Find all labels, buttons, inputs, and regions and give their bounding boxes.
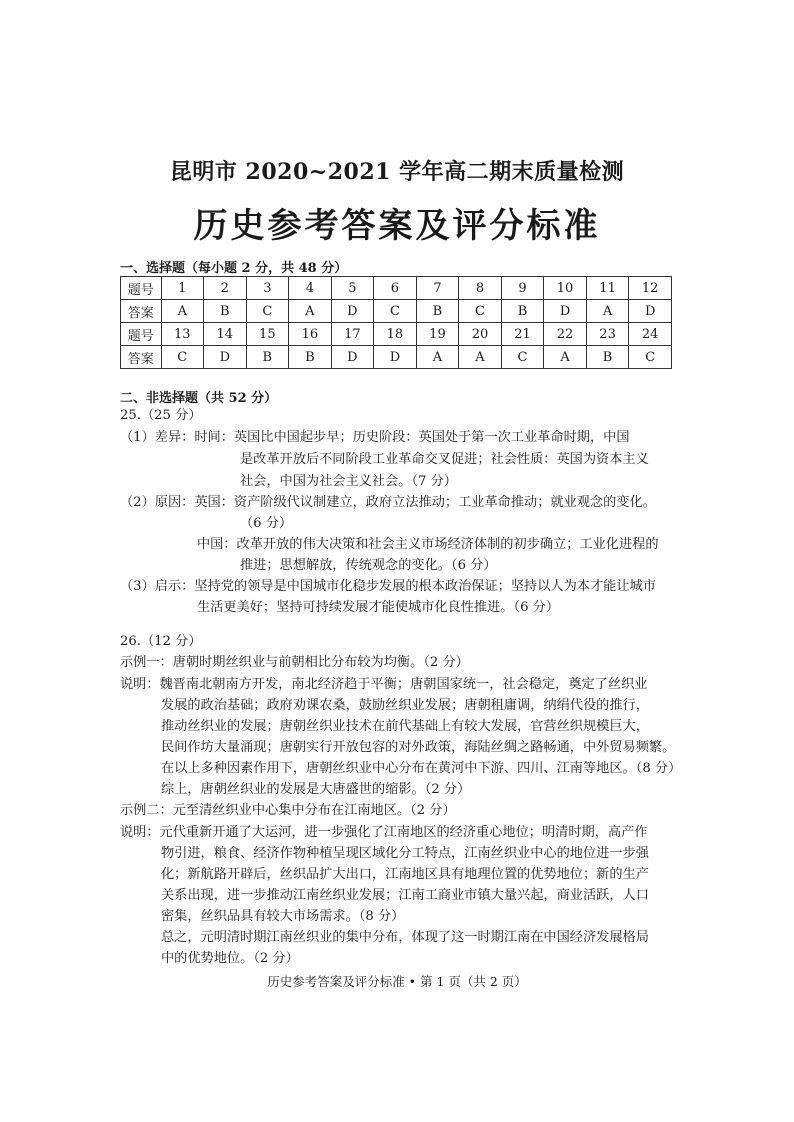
table-cell: D <box>374 346 417 369</box>
q26-line: 在以上多种因素作用下，唐朝丝织业中心分布在黄河中下游、四川、江南等地区。（8 分） <box>161 761 682 776</box>
q26-line: 说明：魏晋南北朝南方开发，南北经济趋于平衡；唐朝国家统一，社会稳定，奠定了丝织业 <box>120 677 648 692</box>
table-cell: 15 <box>246 323 289 346</box>
q26-line: 中的优势地位。（2 分） <box>161 951 299 966</box>
table-cell: A <box>161 300 204 323</box>
q25-line: 是改革开放后不同阶段工业革命交叉促进；社会性质：英国为资本主义 <box>240 452 649 467</box>
q26-line: 化；新航路开辟后，丝织品扩大出口，江南地区具有地理位置的优势地位；新的生产 <box>161 867 649 882</box>
table-cell: C <box>629 346 672 369</box>
table-cell: B <box>246 346 289 369</box>
table-cell: 16 <box>289 323 332 346</box>
section1-heading: 一、选择题（每小题 2 分，共 48 分） <box>120 261 348 276</box>
q26-label: 26.（12 分） <box>120 634 202 649</box>
q26-line: 物引进，粮食、经济作物种植呈现区域化分工特点，江南丝织业中心的地位进一步强 <box>161 846 649 861</box>
document-subtitle: 历史参考答案及评分标准 <box>193 206 601 246</box>
table-cell: A <box>416 346 459 369</box>
table-cell: B <box>204 300 247 323</box>
q26-line: 推动丝织业的发展；唐朝丝织业技术在前代基础上有较大发展，官营丝织规模巨大， <box>161 719 649 734</box>
table-cell: 10 <box>544 277 587 300</box>
table-cell: 题号 <box>121 323 162 346</box>
table-cell: B <box>586 346 629 369</box>
page-footer: 历史参考答案及评分标准 • 第 1 页（共 2 页） <box>267 974 527 989</box>
table-cell: 12 <box>629 277 672 300</box>
table-cell: A <box>544 346 587 369</box>
table-cell: 5 <box>331 277 374 300</box>
table-cell: 6 <box>374 277 417 300</box>
table-cell: B <box>501 300 544 323</box>
table-cell: C <box>501 346 544 369</box>
table-cell: 14 <box>204 323 247 346</box>
q25-line: 推进；思想解放，传统观念的变化。（6 分） <box>240 558 497 573</box>
q25-line: （1）差异：时间：英国比中国起步早；历史阶段：英国处于第一次工业革命时期，中国 <box>120 430 630 445</box>
table-cell: 9 <box>501 277 544 300</box>
q25-line: 社会，中国为社会主义社会。（7 分） <box>240 474 457 489</box>
q26-line: 民间作坊大量涌现；唐朝实行开放包容的对外政策，海陆丝绸之路畅通，中外贸易频繁。 <box>161 740 676 755</box>
table-cell: 23 <box>586 323 629 346</box>
table-cell: B <box>289 346 332 369</box>
table-cell: 8 <box>459 277 502 300</box>
q25-line: 生活更美好；坚持可持续发展才能使城市化良性推进。（6 分） <box>197 600 560 615</box>
table-cell: D <box>629 300 672 323</box>
table-cell: 答案 <box>121 300 162 323</box>
table-cell: 3 <box>246 277 289 300</box>
table-cell: 题号 <box>121 277 162 300</box>
table-row <box>121 300 672 323</box>
q25-line: （3）启示：坚持党的领导是中国城市化稳步发展的根本政治保证；坚持以人为本才能让城市 <box>120 579 656 594</box>
table-cell: 24 <box>629 323 672 346</box>
q25-line: 中国：改革开放的伟大决策和社会主义市场经济体制的初步确立；工业化进程的 <box>197 537 659 552</box>
table-cell: C <box>459 300 502 323</box>
table-cell: 7 <box>416 277 459 300</box>
table-cell: B <box>416 300 459 323</box>
q26-line: 关系出现，进一步推动江南丝织业发展；江南工商业市镇大量兴起，商业活跃，人口 <box>161 888 649 903</box>
table-cell: 4 <box>289 277 332 300</box>
table-cell: 17 <box>331 323 374 346</box>
table-cell: C <box>374 300 417 323</box>
section2-heading: 二、非选择题（共 52 分） <box>120 391 278 406</box>
table-cell: A <box>459 346 502 369</box>
mcq-answer-table <box>120 276 672 369</box>
table-cell: D <box>331 300 374 323</box>
table-cell: 21 <box>501 323 544 346</box>
table-cell: 1 <box>161 277 204 300</box>
q26-line: 总之，元明清时期江南丝织业的集中分布，体现了这一时期江南在中国经济发展格局 <box>161 930 649 945</box>
table-cell: 20 <box>459 323 502 346</box>
table-cell: 19 <box>416 323 459 346</box>
table-row <box>121 277 672 300</box>
q25-label: 25.（25 分） <box>120 408 202 423</box>
q26-line: 发展的政治基础；政府劝课农桑，鼓励丝织业发展；唐朝租庸调，纳绢代役的推行， <box>161 698 649 713</box>
exam-title: 昆明市 2020~2021 学年高二期末质量检测 <box>169 159 625 185</box>
q25-line: （2）原因：英国：资产阶级代议制建立，政府立法推动；工业革命推动；就业观念的变化。 <box>120 495 656 510</box>
table-cell: C <box>246 300 289 323</box>
table-cell: 2 <box>204 277 247 300</box>
table-cell: A <box>586 300 629 323</box>
q25-line: （6 分） <box>240 516 293 531</box>
table-cell: 18 <box>374 323 417 346</box>
q26-line: 说明：元代重新开通了大运河，进一步强化了江南地区的经济重心地位；明清时期，高产作 <box>120 825 648 840</box>
table-cell: 11 <box>586 277 629 300</box>
table-cell: D <box>204 346 247 369</box>
table-cell: A <box>289 300 332 323</box>
table-cell: 22 <box>544 323 587 346</box>
table-row <box>121 346 672 369</box>
table-cell: 答案 <box>121 346 162 369</box>
table-cell: C <box>161 346 204 369</box>
table-row <box>121 323 672 346</box>
q26-line: 示例二：元至清丝织业中心集中分布在江南地区。（2 分） <box>120 803 456 818</box>
q26-line: 综上，唐朝丝织业的发展是大唐盛世的缩影。（2 分） <box>161 782 471 797</box>
table-cell: 13 <box>161 323 204 346</box>
table-cell: D <box>544 300 587 323</box>
q26-line: 示例一：唐朝时期丝织业与前朝相比分布较为均衡。（2 分） <box>120 655 469 670</box>
q26-line: 密集，丝织品具有较大市场需求。（8 分） <box>161 909 405 924</box>
table-cell: D <box>331 346 374 369</box>
